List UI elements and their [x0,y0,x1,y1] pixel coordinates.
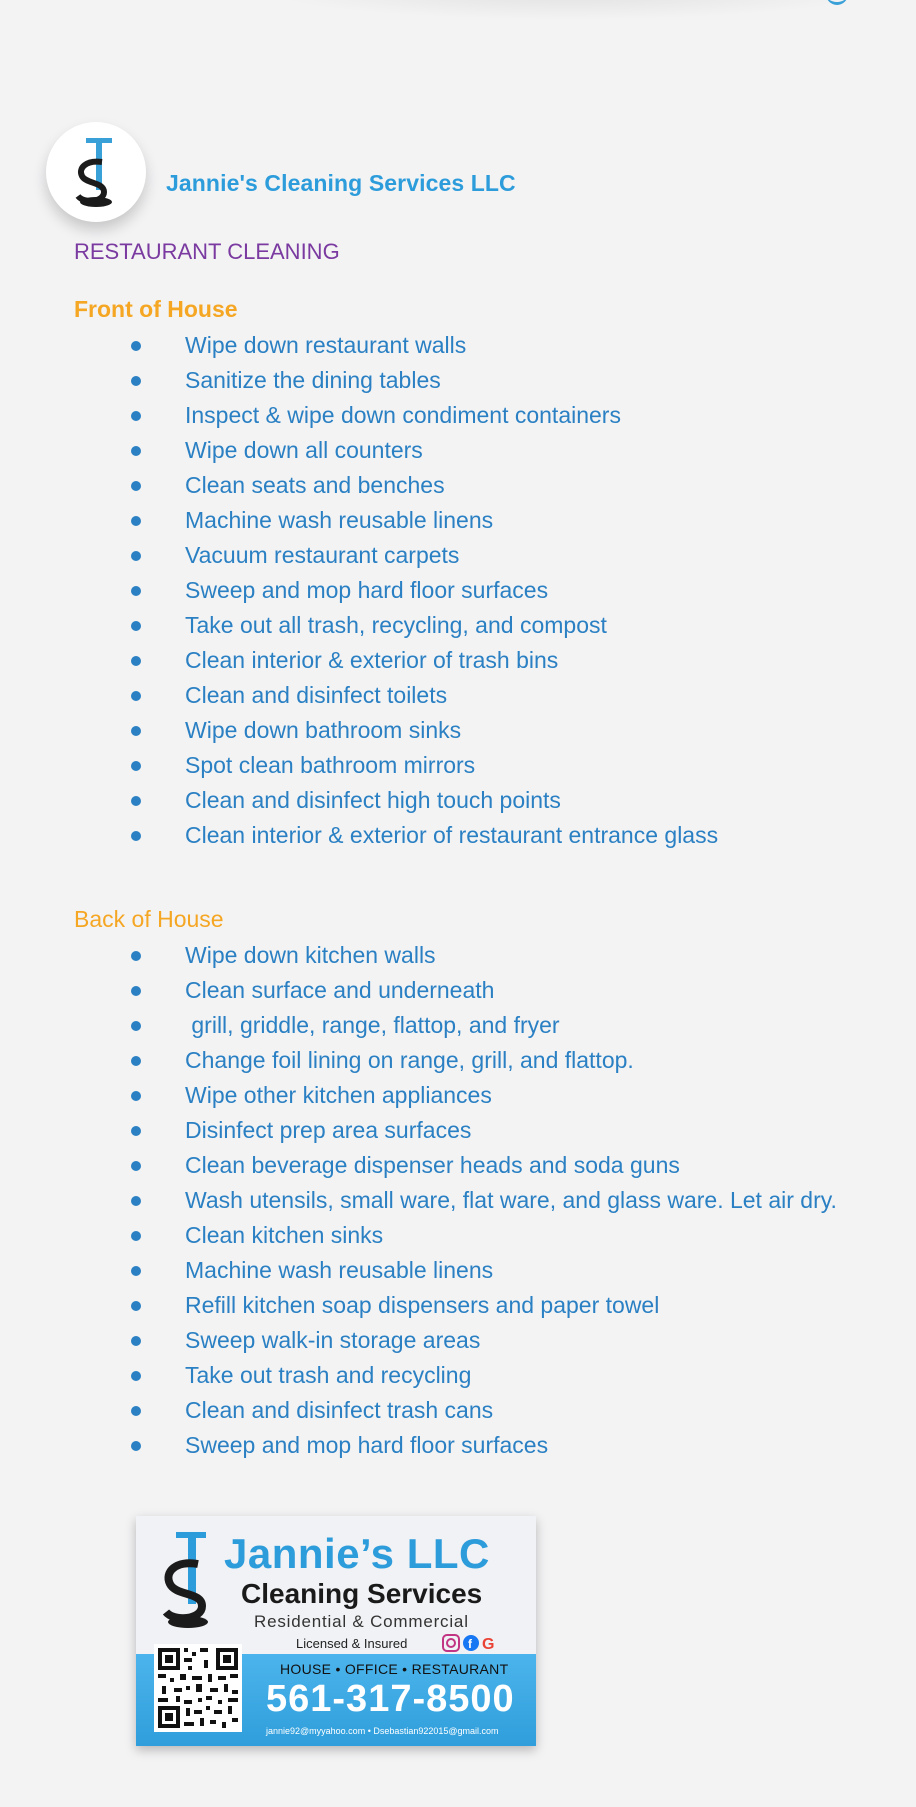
list-item-text: grill, griddle, range, flattop, and fryer [185,1012,560,1038]
bullet-icon [131,831,141,841]
list-item-text: Wash utensils, small ware, flat ware, and glass ware. Let air dry. [185,1187,837,1213]
qr-code[interactable] [154,1644,242,1732]
list-item [0,1218,916,1253]
bullet-icon [131,1231,141,1241]
list-item [0,433,916,468]
list-item [0,1393,916,1428]
bullet-icon [131,1021,141,1031]
list-item [0,1358,916,1393]
list-item [0,398,916,433]
list-item [0,503,916,538]
list-item [0,643,916,678]
list-item-text: Sweep and mop hard floor surfaces [185,577,549,603]
list-item [0,1288,916,1323]
bullet-icon [131,951,141,961]
bullet-icon [131,586,141,596]
bullet-icon [131,1371,141,1381]
list-item [0,713,916,748]
back-of-house-list [0,938,916,1463]
list-item-text: Machine wash reusable linens [185,507,494,533]
list-item-text: Vacuum restaurant carpets [185,542,460,568]
list-item-text: Sanitize the dining tables [185,367,441,393]
card-phone[interactable]: 561-317-8500 [266,1678,515,1720]
list-item-text: Take out trash and recycling [185,1362,472,1388]
list-item-text: Clean surface and underneath [185,977,495,1003]
company-logo [46,122,146,222]
document-title: RESTAURANT CLEANING [74,239,340,264]
bullet-icon [131,551,141,561]
bullet-icon [131,691,141,701]
list-item [0,783,916,818]
bullet-icon [131,411,141,421]
list-item-text: Wipe other kitchen appliances [185,1082,492,1108]
list-item [0,573,916,608]
instagram-icon [443,1635,459,1651]
list-item [0,328,916,363]
list-item-text: Change foil lining on range, grill, and flattop. [185,1047,634,1073]
list-item [0,818,916,853]
list-item [0,1183,916,1218]
list-item [0,973,916,1008]
bullet-icon [131,726,141,736]
company-name: Jannie's Cleaning Services LLC [166,170,516,196]
top-shadow [260,0,880,20]
front-of-house-list [0,328,916,853]
bullet-icon [131,796,141,806]
list-item-text: Wipe down kitchen walls [185,942,436,968]
list-item-text: Sweep walk-in storage areas [185,1327,481,1353]
list-item [0,1323,916,1358]
js-logo-icon [64,132,128,216]
list-item-text: Machine wash reusable linens [185,1257,494,1283]
list-item-text: Clean beverage dispenser heads and soda guns [185,1152,680,1178]
list-item [0,608,916,643]
list-item-text: Spot clean bathroom mirrors [185,752,476,778]
bullet-icon [131,516,141,526]
bullet-icon [131,986,141,996]
bullet-icon [131,1196,141,1206]
list-item [0,1043,916,1078]
list-item-text: Wipe down bathroom sinks [185,717,462,743]
bullet-icon [131,481,141,491]
card-service-types: HOUSE • OFFICE • RESTAURANT [280,1661,509,1677]
bullet-icon [131,1406,141,1416]
bullet-icon [131,1056,141,1066]
bullet-icon [131,1091,141,1101]
list-item-text: Clean interior & exterior of trash bins [185,647,559,673]
bullet-icon [131,446,141,456]
list-item [0,468,916,503]
card-licensed: Licensed & Insured [296,1636,408,1651]
bullet-icon [131,656,141,666]
list-item [0,1148,916,1183]
card-subtitle: Residential & Commercial [254,1612,469,1631]
social-icons [442,1634,502,1652]
bullet-icon [131,1266,141,1276]
list-item [0,1428,916,1463]
back-of-house-title: Back of House [74,906,224,932]
svg-text:f: f [468,1637,472,1651]
bullet-icon [131,1336,141,1346]
bullet-icon [131,1126,141,1136]
bullet-icon [131,761,141,771]
list-item-text: Sweep and mop hard floor surfaces [185,1432,549,1458]
list-item-text: Take out all trash, recycling, and compost [185,612,607,638]
front-of-house-title: Front of House [74,296,238,322]
bullet-icon [131,621,141,631]
card-brand: Jannie’s LLC [224,1530,490,1577]
business-card [136,1516,536,1746]
list-item-text: Clean and disinfect trash cans [185,1397,494,1423]
list-item-text: Wipe down restaurant walls [185,332,467,358]
list-item-text: Clean and disinfect toilets [185,682,448,708]
list-item-text: Wipe down all counters [185,437,423,463]
list-item [0,1113,916,1148]
list-item-text: Clean kitchen sinks [185,1222,384,1248]
list-item-text: Disinfect prep area surfaces [185,1117,472,1143]
bullet-icon [131,341,141,351]
list-item-text: Clean and disinfect high touch points [185,787,561,813]
list-item-text: Clean seats and benches [185,472,445,498]
bullet-icon [131,1301,141,1311]
card-emails[interactable]: jannie92@myyahoo.com • Dsebastian922015@gmail.com [266,1726,499,1736]
list-item [0,1008,916,1043]
list-item [0,363,916,398]
card-js-logo-icon [156,1530,220,1634]
google-icon: G [482,1636,495,1652]
list-item [0,678,916,713]
bullet-icon [131,1161,141,1171]
list-item-text: Clean interior & exterior of restaurant entrance glass [185,822,719,848]
bullet-icon [131,1441,141,1451]
list-item-text: Refill kitchen soap dispensers and paper towel [185,1292,660,1318]
card-service: Cleaning Services [241,1578,483,1609]
list-item [0,538,916,573]
list-item [0,1253,916,1288]
list-item [0,1078,916,1113]
bullet-icon [131,376,141,386]
list-item-text: Inspect & wipe down condiment containers [185,402,621,428]
list-item [0,748,916,783]
list-item [0,938,916,973]
